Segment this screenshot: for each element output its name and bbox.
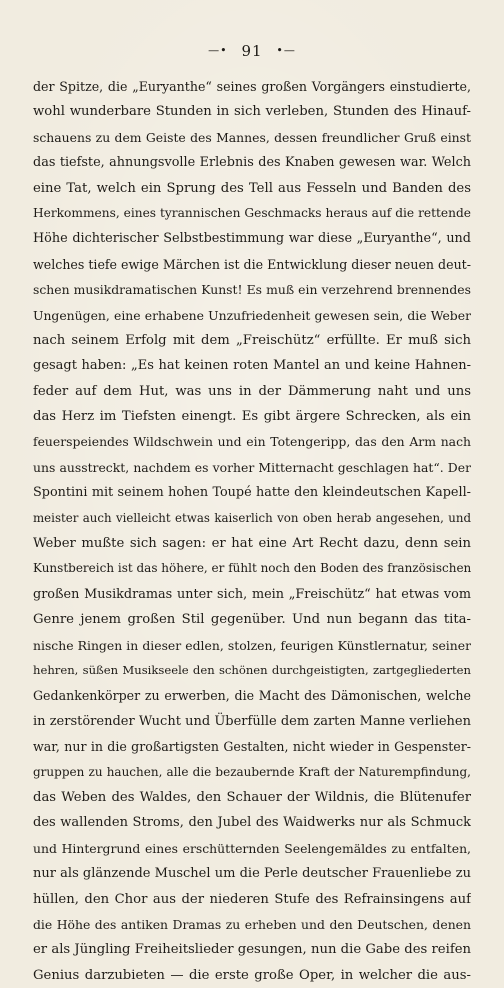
text-line: großen Musikdramas unter sich, mein „Freischütz“ hat etwas vom <box>33 586 471 602</box>
text-line: Genre jenem großen Stil gegenüber. Und nun begann das tita- <box>33 612 471 628</box>
text-line: feder auf dem Hut, was uns in der Dämmerung naht und uns <box>33 383 471 399</box>
text-line: das Weben des Waldes, den Schauer der Wildnis, die Blütenufer <box>33 789 471 805</box>
text-line: hehren, süßen Musikseele den schönen durchgeistigten, zartgegliederten <box>33 662 471 677</box>
page-header <box>0 42 504 60</box>
text-line: die Höhe des antiken Dramas zu erheben und den Deutschen, denen <box>33 916 471 932</box>
text-line: schauens zu dem Geiste des Mannes, dessen freundlicher Gruß einst <box>33 129 471 145</box>
text-line: das tiefste, ahnungsvolle Erlebnis des Knaben gewesen war. Welch <box>33 155 471 171</box>
text-line: hüllen, den Chor aus der niederen Stufe des Refrainsingens auf <box>33 891 471 907</box>
text-line: Kunstbereich ist das höhere, er fühlt noch den Boden des französischen <box>33 561 471 576</box>
text-line: Ungenügen, eine erhabene Unzufriedenheit gewesen sein, die Weber <box>33 307 471 323</box>
text-line: Herkommens, eines tyrannischen Geschmacks heraus auf die rettende <box>33 205 471 220</box>
text-line: meister auch vielleicht etwas kaiserlich von oben herab angesehen, und <box>33 510 471 525</box>
text-line: feuerspeiendes Wildschwein und ein Totengeripp, das den Arm nach <box>33 434 471 450</box>
text-line: das Herz im Tiefsten einengt. Es gibt ärgere Schrecken, als ein <box>33 409 471 425</box>
text-line: schen musikdramatischen Kunst! Es muß ein verzehrend brennendes <box>33 282 471 298</box>
page-number: 91 <box>241 42 263 60</box>
text-line: nur als glänzende Muschel um die Perle deutscher Frauenliebe zu <box>33 866 471 882</box>
text-line: war, nur in die großartigsten Gestalten, nicht wieder in Gespenster- <box>33 739 471 755</box>
text-line: Höhe dichterischer Selbstbestimmung war diese „Euryanthe“, und <box>33 231 471 247</box>
text-line: Spontini mit seinem hohen Toupé hatte den kleindeutschen Kapell- <box>33 485 471 501</box>
text-line: welches tiefe ewige Märchen ist die Entwicklung dieser neuen deut- <box>33 256 471 272</box>
text-line: nische Ringen in dieser edlen, stolzen, feurigen Künstlernatur, seiner <box>33 637 471 653</box>
text-line: des wallenden Stroms, den Jubel des Waidwerks nur als Schmuck <box>33 815 471 831</box>
text-line: Genius darzubieten — die erste große Oper, in welcher die aus- <box>33 967 471 983</box>
text-line: er als Jüngling Freiheitslieder gesungen, nun die Gabe des reifen <box>33 942 471 958</box>
text-line: und Hintergrund eines erschütternden Seelengemäldes zu entfalten, <box>33 840 471 856</box>
text-line: eine Tat, welch ein Sprung des Tell aus Fesseln und Banden des <box>33 180 471 196</box>
text-line: Weber mußte sich sagen: er hat eine Art Recht dazu, denn sein <box>33 536 471 552</box>
text-line: gruppen zu hauchen, alle die bezaubernde Kraft der Naturempfindung, <box>33 764 471 779</box>
header-right-ornament: •— <box>276 44 296 57</box>
text-line: nach seinem Erfolg mit dem „Freischütz“ erfüllte. Er muß sich <box>33 332 471 348</box>
text-line: Gedankenkörper zu erwerben, die Macht des Dämonischen, welche <box>33 688 471 704</box>
header-left-ornament: —• <box>208 44 228 57</box>
text-line: gesagt haben: „Es hat keinen roten Mantel an und keine Hahnen- <box>33 358 471 374</box>
text-line: uns ausstreckt, nachdem es vorher Mitternacht geschlagen hat“. Der <box>33 459 471 475</box>
text-line: in zerstörender Wucht und Überfülle dem zarten Manne verliehen <box>33 713 471 729</box>
body-text <box>33 74 471 988</box>
text-line: wohl wunderbare Stunden in sich verleben, Stunden des Hinauf- <box>33 104 471 120</box>
text-line: der Spitze, die „Euryanthe“ seines großen Vorgängers einstudierte, <box>33 79 471 94</box>
